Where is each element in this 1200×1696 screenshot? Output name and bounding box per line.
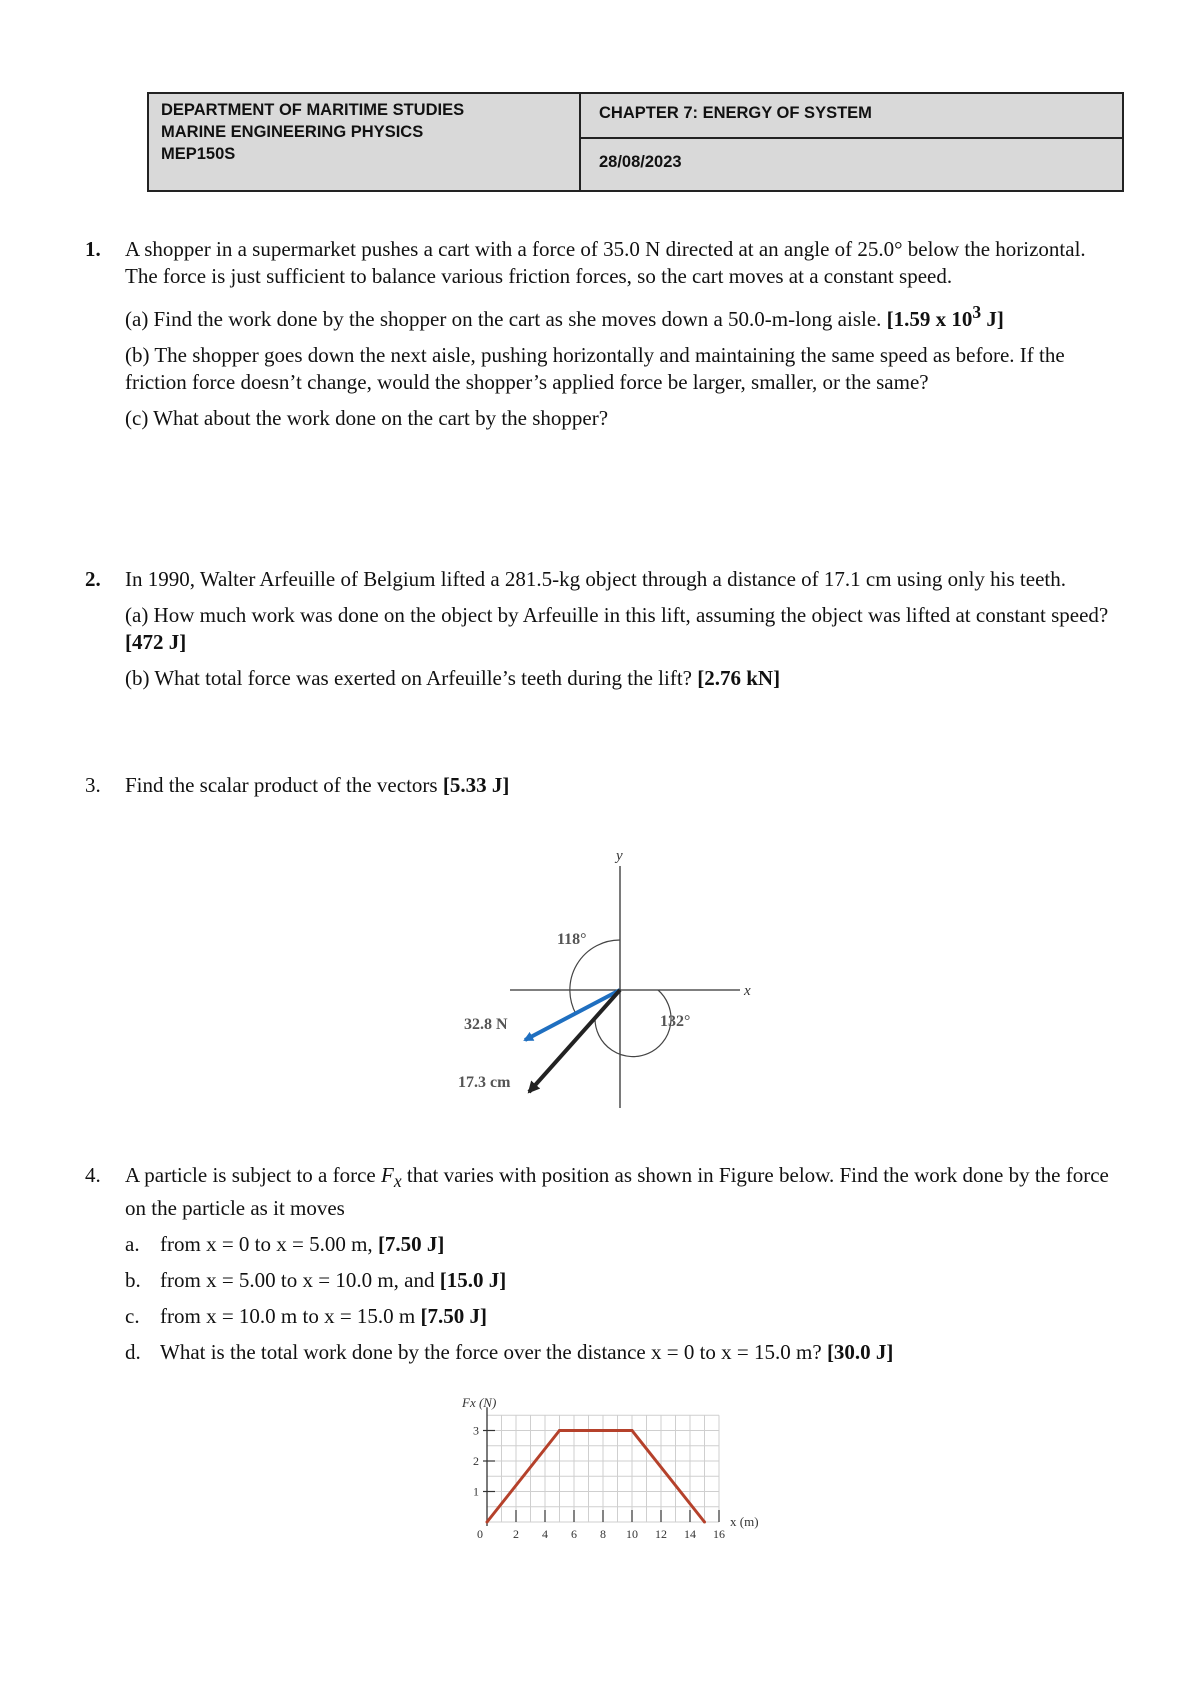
question-4-item-a: a. from x = 0 to x = 5.00 m, [7.50 J] bbox=[125, 1232, 445, 1257]
x-tick-label: 14 bbox=[684, 1527, 696, 1541]
question-4 bbox=[85, 1162, 1115, 1366]
question-2-part-b-answer: [2.76 kN] bbox=[697, 666, 781, 690]
question-1-part-a-answer: [1.59 x $10^3$ J] bbox=[886, 302, 1004, 331]
question-3-answer: [5.33 J] bbox=[442, 773, 510, 797]
question-1-part-a bbox=[125, 299, 1115, 333]
vector-diagram bbox=[440, 840, 780, 1120]
document-date: 28/08/2023 bbox=[599, 153, 682, 171]
question-2-part-a bbox=[125, 602, 1115, 656]
force-position-chart bbox=[440, 1394, 780, 1544]
question-1-part-b: (b) The shopper goes down the next aisle, pushing horizontally and maintaining the same speed as before. If the friction force doesn’t change, would the shopper’s applied force be larger, smaller, or the same? bbox=[125, 343, 1065, 394]
header-table bbox=[147, 92, 1124, 192]
question-2-part-a-answer: [472 J] bbox=[125, 630, 187, 654]
force-vector-label: 32.8 N bbox=[464, 1016, 508, 1033]
course-name: MARINE ENGINEERING PHYSICS bbox=[161, 123, 424, 141]
question-3 bbox=[85, 772, 1115, 799]
question-3-stem-line bbox=[125, 772, 1115, 799]
force-curve-point bbox=[558, 1429, 561, 1432]
force-curve-point bbox=[631, 1429, 634, 1432]
y-axis-label: y bbox=[616, 848, 623, 864]
question-3-stem: Find the scalar product of the vectors bbox=[125, 773, 438, 797]
x-tick-label: 0 bbox=[477, 1527, 483, 1541]
force-curve-point bbox=[486, 1521, 489, 1524]
question-1-stem: A shopper in a supermarket pushes a cart with a force of 35.0 N directed at an angle of 25.0° below the horizontal. The force is just sufficient to balance various friction forces, so the cart moves at a constant speed. bbox=[125, 237, 1086, 288]
y-tick-label: 1 bbox=[473, 1484, 479, 1499]
question-2-stem: In 1990, Walter Arfeuille of Belgium lifted a 281.5-kg object through a distance of 17.1 cm using only his teeth. bbox=[125, 567, 1066, 591]
question-4-item-c: c. from x = 10.0 m to x = 15.0 m [7.50 J] bbox=[125, 1304, 488, 1329]
chart-ylabel: Fx (N) bbox=[462, 1395, 497, 1410]
course-code: MEP150S bbox=[161, 145, 236, 163]
angle-label-132: 132° bbox=[660, 1013, 691, 1030]
question-1-part-a-text: (a) Find the work done by the shopper on the cart as she moves down a 50.0-m-long aisle. bbox=[125, 307, 882, 331]
x-axis-label: x bbox=[744, 983, 751, 999]
force-vector bbox=[525, 990, 620, 1040]
y-tick-label: 3 bbox=[473, 1423, 479, 1438]
x-tick-label: 10 bbox=[626, 1527, 638, 1541]
question-4-item-d: d. What is the total work done by the force over the distance x = 0 to x = 15.0 m? [30.0 J] bbox=[125, 1340, 894, 1365]
question-2-number: 2. bbox=[85, 567, 101, 591]
x-tick-label: 4 bbox=[542, 1527, 548, 1541]
question-4-item-b: b. from x = 5.00 to x = 10.0 m, and [15.0 J] bbox=[125, 1268, 507, 1293]
chapter-title: CHAPTER 7: ENERGY OF SYSTEM bbox=[599, 104, 872, 122]
date-cell bbox=[581, 139, 1122, 190]
displacement-vector bbox=[529, 990, 620, 1092]
x-tick-label: 12 bbox=[655, 1527, 667, 1541]
question-2-part-b bbox=[125, 665, 1115, 692]
x-tick-label: 16 bbox=[713, 1527, 725, 1541]
question-1 bbox=[85, 236, 1115, 432]
question-1-part-c: (c) What about the work done on the cart by the shopper? bbox=[125, 406, 609, 430]
force-curve-point bbox=[703, 1521, 706, 1524]
question-2 bbox=[85, 566, 1115, 692]
chapter-cell bbox=[581, 94, 1122, 139]
department-name: DEPARTMENT OF MARITIME STUDIES bbox=[161, 101, 465, 119]
force-symbol: $F_x$ bbox=[381, 1163, 402, 1192]
displacement-vector-label: 17.3 cm bbox=[458, 1074, 511, 1091]
question-3-number: 3. bbox=[85, 773, 101, 797]
angle-label-118: 118° bbox=[557, 931, 587, 948]
x-tick-label: 6 bbox=[571, 1527, 577, 1541]
question-1-number: 1. bbox=[85, 237, 101, 261]
chart-ticks bbox=[473, 1424, 725, 1542]
question-2-part-a-text: (a) How much work was done on the object by Arfeuille in this lift, assuming the object was lifted at constant speed? bbox=[125, 603, 1109, 627]
chart-xlabel: x (m) bbox=[730, 1514, 759, 1529]
question-4-number: 4. bbox=[85, 1163, 101, 1187]
x-tick-label: 2 bbox=[513, 1527, 519, 1541]
y-tick-label: 2 bbox=[473, 1454, 479, 1468]
question-4-stem: A particle is subject to a force $F_x$ that varies with position as shown in Figure below. Find the work done by the force on the particle as it moves bbox=[125, 1163, 1109, 1221]
header-left-cell bbox=[149, 94, 581, 190]
question-2-part-b-text: (b) What total force was exerted on Arfeuille’s teeth during the lift? bbox=[125, 666, 692, 690]
x-tick-label: 8 bbox=[600, 1527, 606, 1541]
